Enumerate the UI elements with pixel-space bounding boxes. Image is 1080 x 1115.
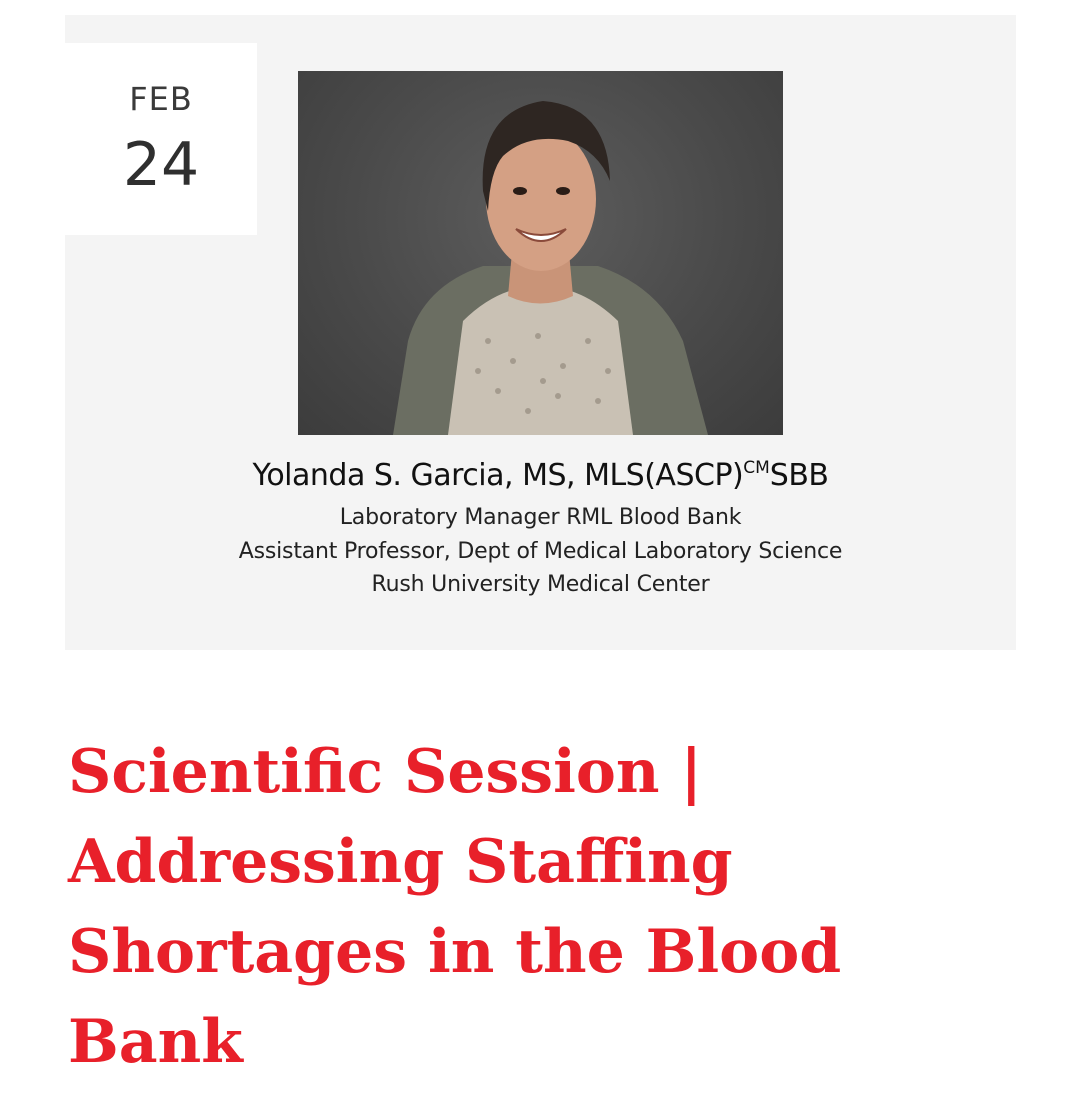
date-badge: [65, 43, 257, 235]
speaker-name: [65, 458, 1016, 493]
speaker-credential-suffix: SBB: [769, 458, 829, 493]
speaker-credential-superscript: CM: [743, 458, 770, 478]
speaker-name-text: Yolanda S. Garcia, MS, MLS(ASCP): [252, 458, 744, 493]
speaker-photo: [298, 71, 783, 435]
event-title-link[interactable]: Scientific Session | Addressing Staffing Shortages in the Blood Bank: [68, 737, 842, 1077]
date-month: FEB: [129, 80, 193, 118]
date-day: 24: [122, 130, 200, 200]
speaker-role: Laboratory Manager RML Blood Bank: [339, 505, 742, 530]
speaker-department: Assistant Professor, Dept of Medical Laboratory Science: [238, 539, 843, 564]
speaker-institution: Rush University Medical Center: [371, 572, 710, 597]
